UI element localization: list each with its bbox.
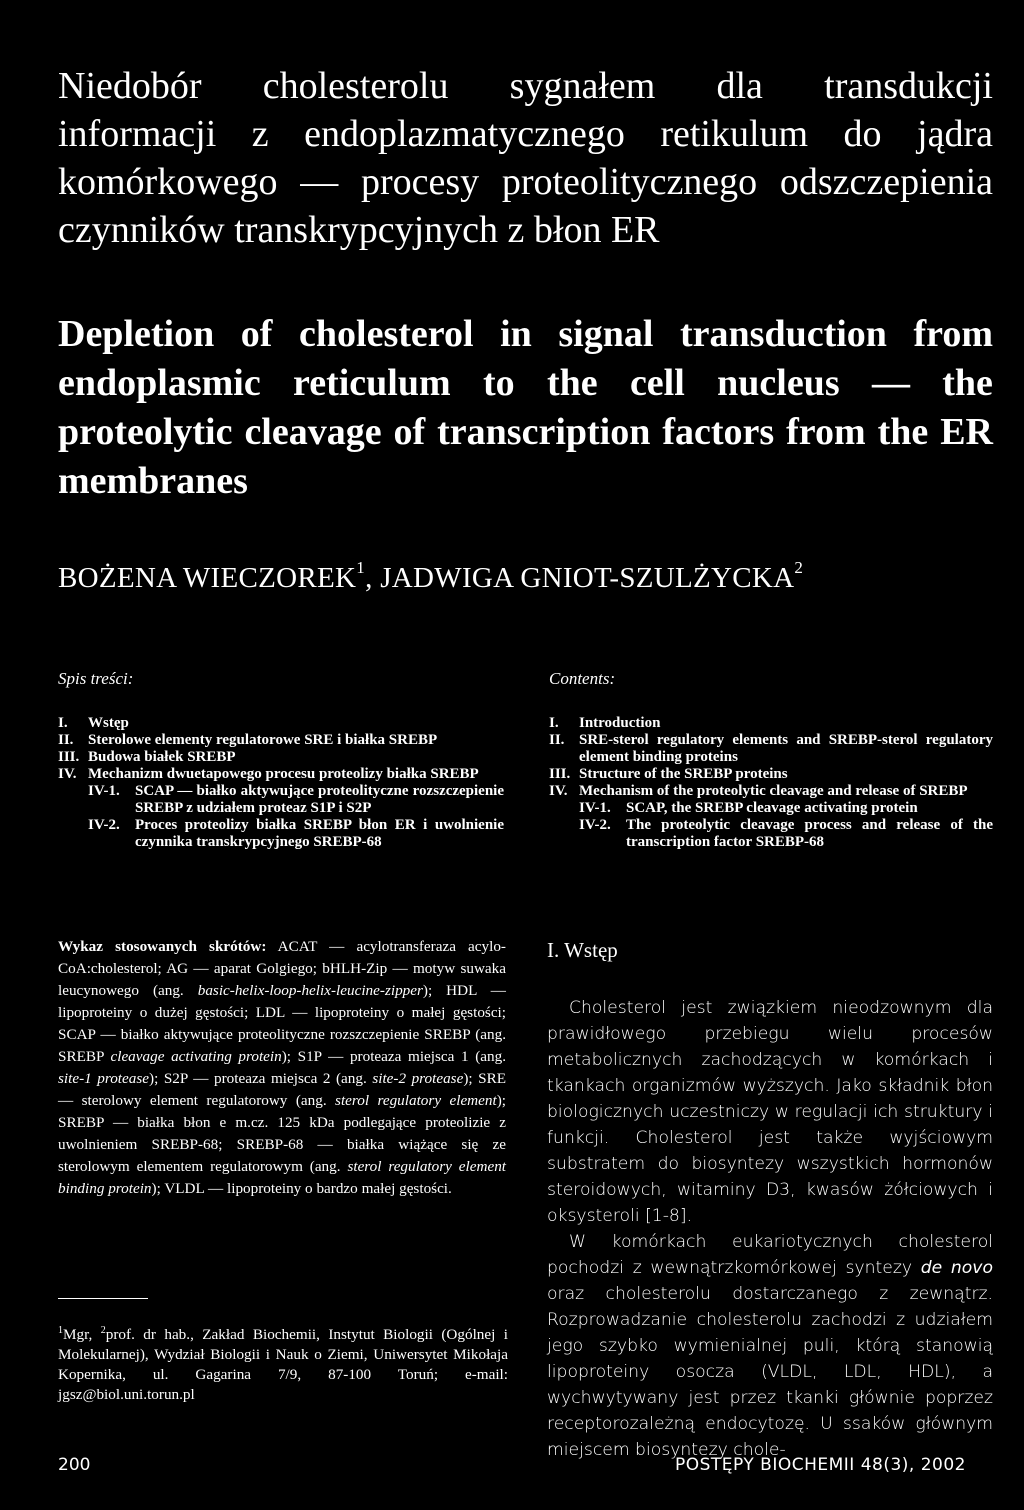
title-word: cholesterolu xyxy=(262,65,449,107)
abbreviations-label: Wykaz stosowanych skrótów: xyxy=(58,938,267,955)
toc-pl-item xyxy=(58,766,504,783)
toc-text: The proteolytic cleavage process and release of the transcription factor SREBP-68 xyxy=(626,817,993,850)
title-word: cholesterol xyxy=(299,313,474,355)
title-word: sygnałem xyxy=(509,65,656,107)
title-en-line xyxy=(58,408,993,457)
intro-p2-italic: de novo xyxy=(920,1258,993,1278)
abbr-seg: ); HDL — lipoproteiny o dużej gęstości; LDL — lipoproteiny o małej gęstości; SCAP — białko aktywujące proteolityczne rozszczepienie SREBP (ang. SREBP xyxy=(58,982,506,1065)
toc-pl xyxy=(58,715,504,851)
title-word: the xyxy=(877,411,929,453)
title-word: signal xyxy=(558,313,654,355)
toc-num: IV. xyxy=(549,783,568,799)
toc-num: I. xyxy=(549,715,559,731)
title-word: transcription xyxy=(437,411,651,453)
toc-num: IV-2. xyxy=(579,817,611,833)
title-english xyxy=(58,310,993,506)
title-word: in xyxy=(500,313,532,355)
intro-p2-start: W komórkach eukariotycznych cholesterol pochodzi z wewnątrzkomórkowej syntezy xyxy=(547,1232,993,1278)
title-word: the xyxy=(942,362,993,404)
title-word: — xyxy=(300,161,339,203)
toc-en xyxy=(549,715,993,851)
toc-num: III. xyxy=(549,766,571,782)
toc-num: IV-2. xyxy=(88,817,120,833)
toc-pl-heading: Spis treści: xyxy=(58,669,134,688)
toc-pl-item xyxy=(58,749,504,766)
author-2: JADWIGA GNIOT-SZULŻYCKA xyxy=(380,562,795,594)
journal-name: POSTĘPY BIOCHEMII 48(3), 2002 xyxy=(674,1455,966,1475)
title-word: of xyxy=(393,411,426,453)
toc-num: IV-1. xyxy=(88,783,120,799)
toc-num: II. xyxy=(58,732,74,748)
abbr-seg-italic: sterol regulatory element xyxy=(335,1092,497,1109)
toc-pl-item xyxy=(58,732,504,749)
title-word: Niedobór xyxy=(58,65,202,107)
toc-num: IV-1. xyxy=(579,800,611,816)
toc-en-item xyxy=(549,766,993,783)
toc-text: Mechanism of the proteolytic cleavage and release of SREBP xyxy=(579,783,968,799)
toc-text: Introduction xyxy=(579,715,661,731)
abbr-seg: ); VLDL — lipoproteiny o bardzo małej gęstości. xyxy=(151,1180,452,1197)
title-pl-line xyxy=(58,110,993,158)
toc-en-item xyxy=(549,732,993,766)
title-word: factors xyxy=(662,411,775,453)
title-pl-line: czynników transkrypcyjnych z błon ER xyxy=(58,209,660,251)
abbr-seg-italic: basic-helix-loop-helix-leucine-zipper xyxy=(197,982,423,999)
authors xyxy=(58,558,803,595)
toc-text: SCAP — białko aktywujące proteolityczne rozszczepienie SREBP z udziałem proteaz S1P i S2P xyxy=(135,783,504,816)
abbr-seg: ); S1P — proteaza miejsca 1 (ang. xyxy=(281,1048,506,1065)
abbr-seg: ACAT — acylotransferaza acylo-CoA:cholesterol; AG — aparat Golgiego; bHLH-Zip — motyw suwaka leucynowego (ang. xyxy=(58,938,506,999)
title-word: the xyxy=(546,362,598,404)
title-word: retikulum xyxy=(660,113,809,155)
toc-en-subitem xyxy=(549,817,993,851)
title-pl-line xyxy=(58,62,993,110)
abbr-seg-italic: site-2 protease xyxy=(372,1070,464,1087)
title-word: reticulum xyxy=(293,362,451,404)
toc-en-subitem xyxy=(549,800,993,817)
footnote-text-1: Mgr, xyxy=(63,1326,101,1344)
toc-text: Mechanizm dwuetapowego procesu proteolizy białka SREBP xyxy=(88,766,479,782)
abbr-seg: ); SRE — sterolowy element regulatorowy (ang. xyxy=(58,1070,506,1109)
toc-pl-subitem xyxy=(58,783,504,817)
title-word: dla xyxy=(716,65,763,107)
title-word: to xyxy=(482,362,515,404)
footnote-text-2: prof. dr hab., Zakład Biochemii, Instytut Biologii (Ogólnej i Molekularnej), Wydział Biologii i Nauk o Ziemi, Uniwersytet Mikołaja Kopernika, ul. Gagarina 7/9, 87-100 Toruń; e-mail: jgsz@biol.uni.torun.pl xyxy=(58,1326,508,1404)
toc-pl-subitem xyxy=(58,817,504,851)
title-en-line xyxy=(58,359,993,408)
intro-paragraph-2 xyxy=(547,1229,993,1463)
title-en-line xyxy=(58,310,993,359)
title-word: proteolitycznego xyxy=(501,161,758,203)
title-word: Depletion xyxy=(58,313,215,355)
footnote-sup-1: 1 xyxy=(58,1325,63,1336)
section-heading-intro: I. Wstęp xyxy=(547,938,618,962)
title-word: from xyxy=(913,313,993,355)
title-word: komórkowego xyxy=(58,161,278,203)
title-word: procesy xyxy=(360,161,480,203)
abbr-seg: ); SREBP — białka błon e m.cz. 125 kDa podlegające proteolizie z uwolnieniem SREBP-68; SREBP-68 — białka wiążące się ze sterolowym elementem regulatorowym (ang. xyxy=(58,1092,506,1175)
title-pl-line xyxy=(58,158,993,206)
title-word: transduction xyxy=(680,313,887,355)
author-separator: , xyxy=(365,562,381,594)
page-number: 200 xyxy=(58,1455,91,1475)
toc-text: Budowa białek SREBP xyxy=(88,749,236,765)
toc-en-heading: Contents: xyxy=(549,669,616,688)
toc-num: III. xyxy=(58,749,80,765)
toc-num: IV. xyxy=(58,766,77,782)
author-1: BOŻENA WIECZOREK xyxy=(58,562,357,594)
title-word: jądra xyxy=(917,113,993,155)
toc-num: II. xyxy=(549,732,565,748)
toc-text: Structure of the SREBP proteins xyxy=(579,766,788,782)
toc-num: I. xyxy=(58,715,68,731)
abbreviations-list xyxy=(58,936,506,1200)
intro-text xyxy=(547,995,993,1463)
title-word: odszczepienia xyxy=(779,161,993,203)
title-word: cell xyxy=(629,362,685,404)
abbr-seg: ); S2P — proteaza miejsca 2 (ang. xyxy=(149,1070,373,1087)
title-polish xyxy=(58,62,993,254)
toc-text: Wstęp xyxy=(88,715,129,731)
author-2-affiliation: 2 xyxy=(794,558,804,577)
title-word: endoplasmic xyxy=(58,362,261,404)
toc-pl-item xyxy=(58,715,504,732)
footnote-sup-2: 2 xyxy=(100,1325,106,1336)
author-1-affiliation: 1 xyxy=(356,558,366,577)
toc-text: SCAP, the SREBP cleavage activating protein xyxy=(626,800,918,816)
toc-text: SRE-sterol regulatory elements and SREBP-sterol regulatory element binding proteins xyxy=(579,732,993,765)
footnote xyxy=(58,1321,508,1405)
intro-paragraph-1: Cholesterol jest związkiem nieodzownym dla prawidłowego przebiegu wielu procesów metabolicznych zachodzących w komórkach i tkankach organizmów wyższych. Jako składnik błon biologicznych uczestniczy w regulacji ich struktury i funkcji. Cholesterol jest także wyjściowym substratem do biosyntezy wszystkich hormonów steroidowych, witaminy D3, kwasów żółciowych i oksysteroli [1-8]. xyxy=(547,998,993,1226)
title-word: endoplazmatycznego xyxy=(304,113,625,155)
title-word: proteolytic xyxy=(58,411,233,453)
toc-text: Sterolowe elementy regulatorowe SRE i białka SREBP xyxy=(88,732,438,748)
title-word: informacji xyxy=(58,113,217,155)
toc-text: Proces proteolizy białka SREBP błon ER i uwolnienie czynnika transkrypcyjnego SREBP-68 xyxy=(135,817,504,850)
title-word: nucleus xyxy=(717,362,840,404)
title-word: from xyxy=(786,411,866,453)
toc-en-item xyxy=(549,783,993,800)
title-word: ER xyxy=(940,411,993,453)
abbr-seg-italic: site-1 protease xyxy=(58,1070,150,1087)
title-en-line: membranes xyxy=(58,460,248,502)
abbr-seg-italic: cleavage activating protein xyxy=(110,1048,282,1065)
intro-p2-end: oraz cholesterolu dostarczanego z zewnątrz. Rozprowadzanie cholesterolu zachodzi z udziałem jego szybko wymienialnej puli, którą stanowią lipoproteiny osocza (VLDL, LDL, HDL), a wychwytywany jest przez tkanki głównie poprzez receptorozależną endocytozę. U ssaków głównym miejscem biosyntezy chole- xyxy=(547,1284,993,1460)
abbr-seg-italic: sterol regulatory element binding protein xyxy=(58,1158,507,1197)
toc-en-item xyxy=(549,715,993,732)
title-word: z xyxy=(251,113,269,155)
title-word: — xyxy=(871,362,910,404)
title-word: of xyxy=(240,313,273,355)
title-word: cleavage xyxy=(244,411,382,453)
footnote-rule xyxy=(58,1298,148,1299)
title-word: do xyxy=(843,113,882,155)
title-word: transdukcji xyxy=(824,65,993,107)
